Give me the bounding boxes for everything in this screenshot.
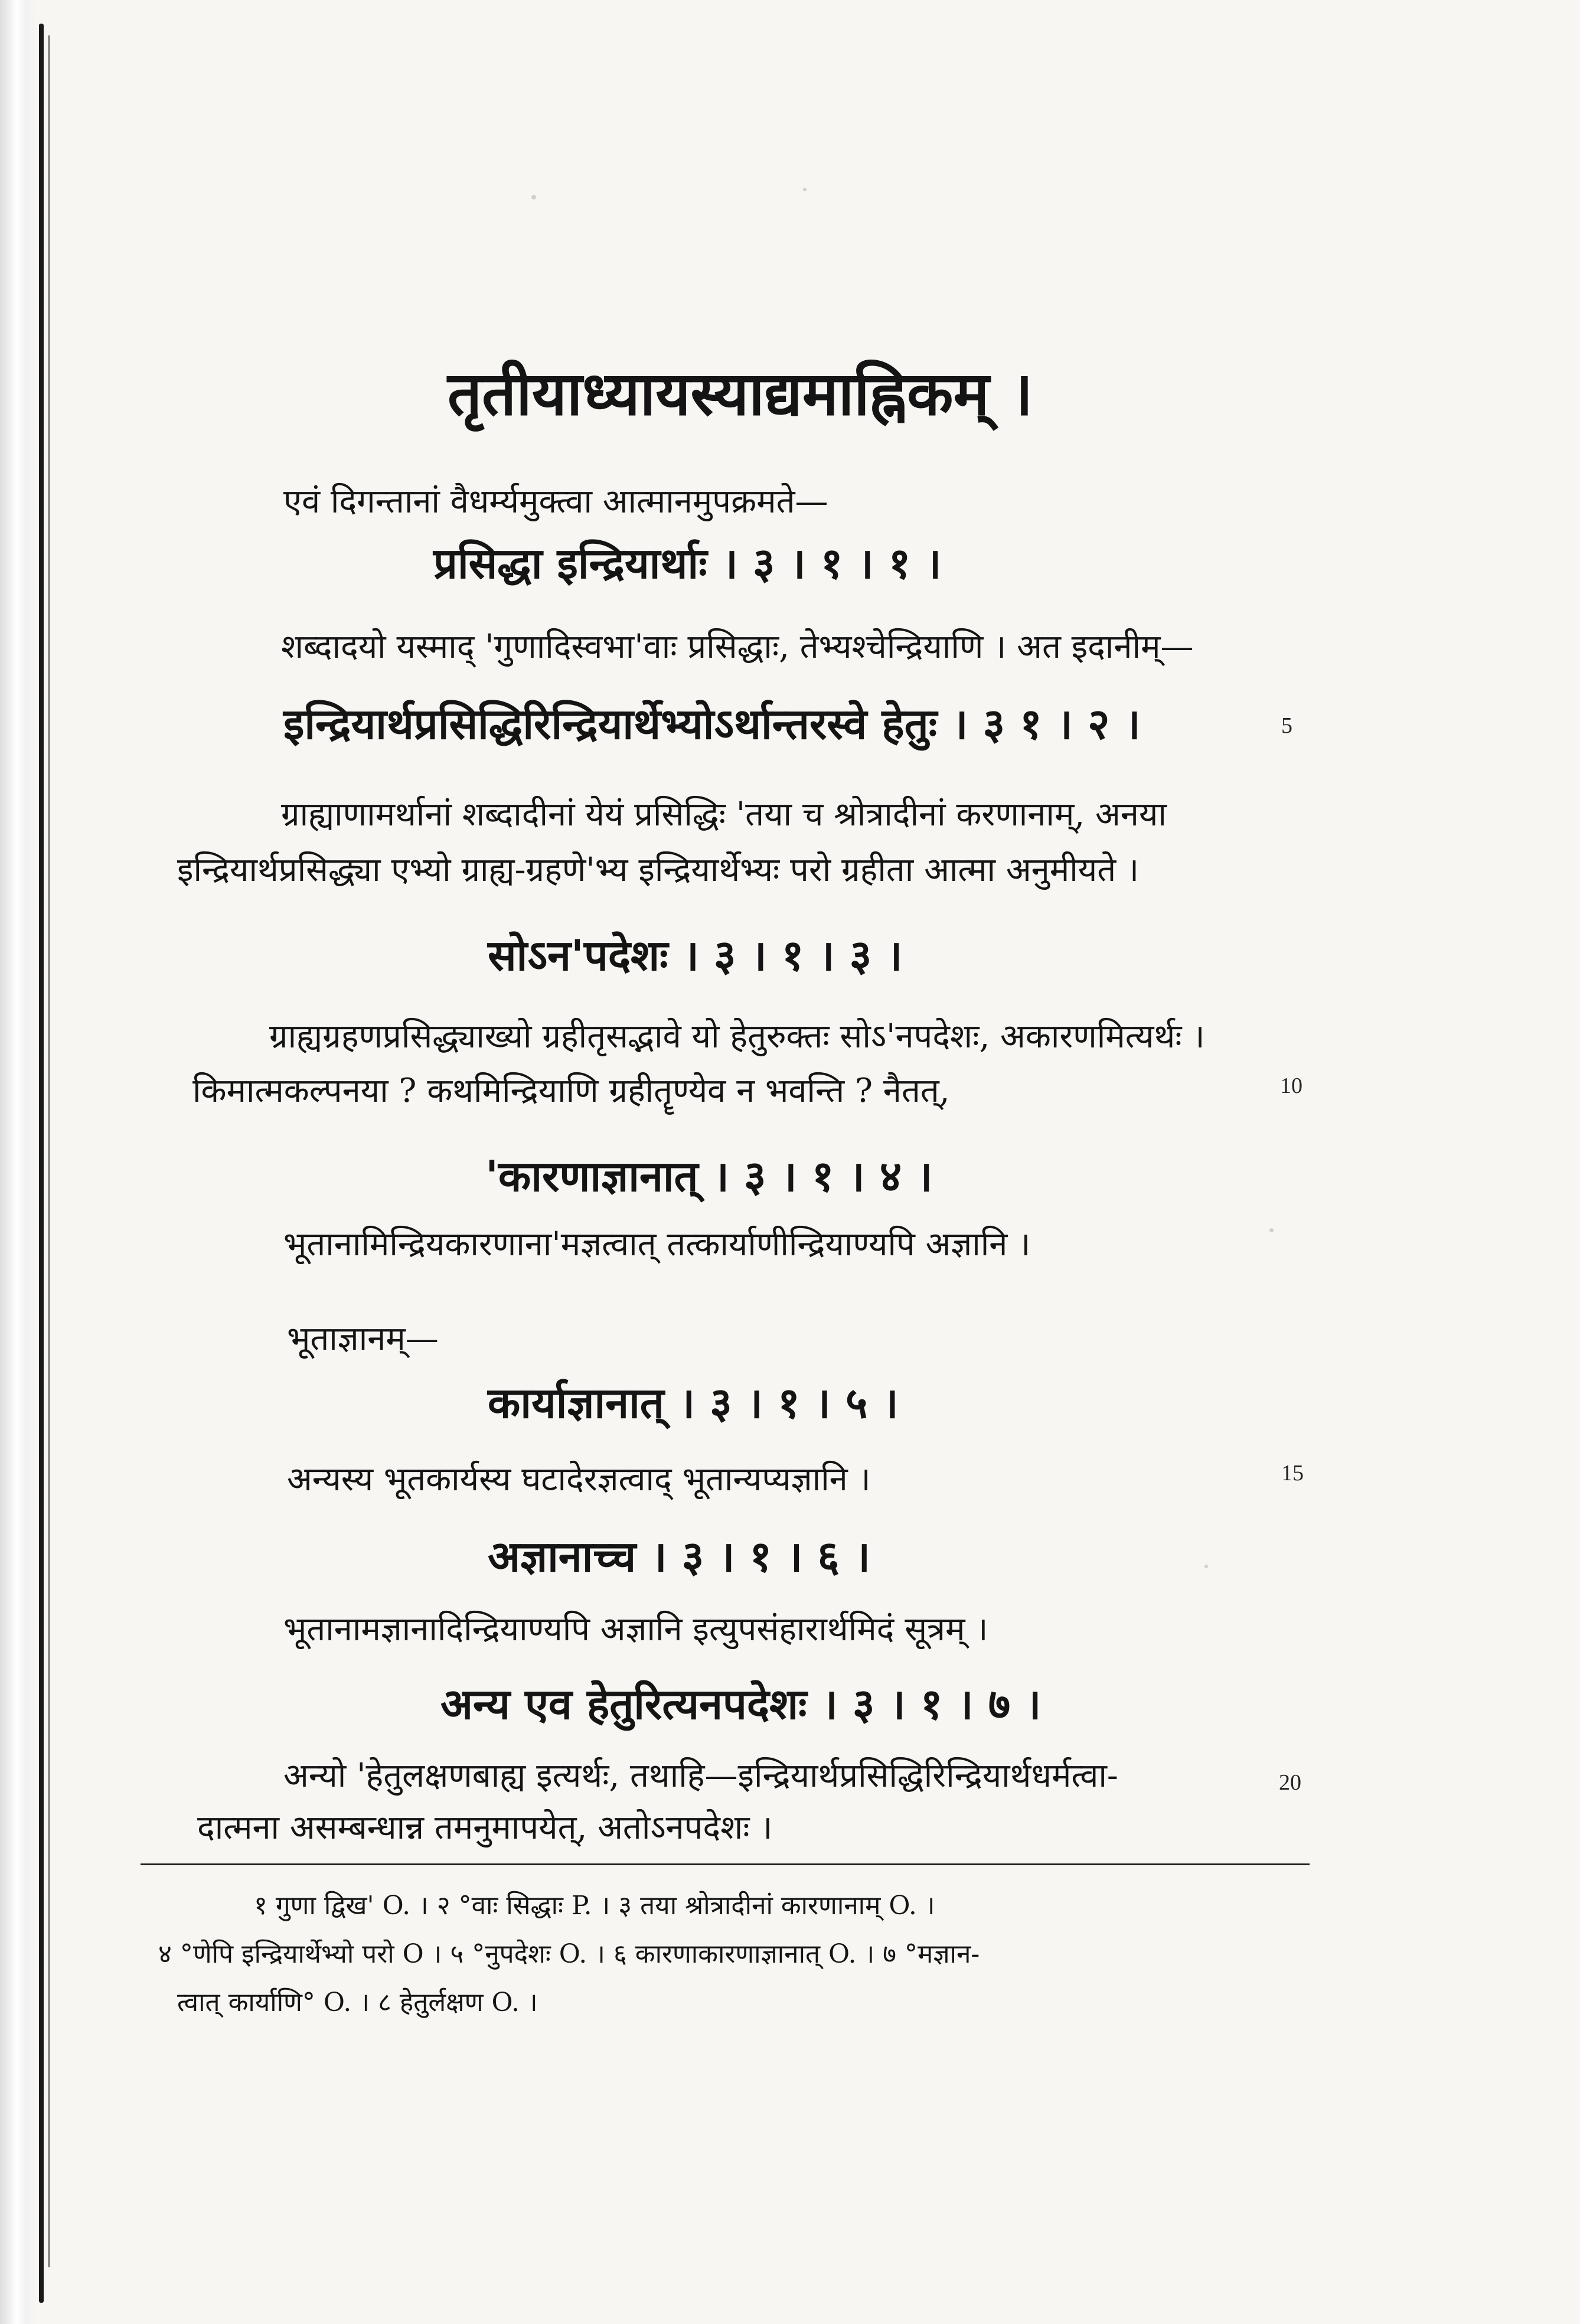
scan-speck	[1269, 1228, 1274, 1232]
commentary-7-line-2: दात्मना असम्बन्धान्न तमनुमापयेत्, अतोऽनपदेशः ।	[197, 1809, 773, 1847]
binding-edge-thin-line	[48, 35, 50, 2267]
sutra-6: अज्ञानाच्च । ३ । १ । ६ ।	[488, 1531, 871, 1581]
footnote-line-2: ४ °णेपि इन्द्रियार्थेभ्यो परो O । ५ °नुपदेशः O. । ६ कारणाकारणाज्ञानात् O. । ७ °मज्ञान-	[158, 1939, 980, 1969]
commentary-4: भूतानामिन्द्रियकारणाना'मज्ञत्वात् तत्कार्याणीन्द्रियाण्यपि अज्ञानि ।	[283, 1225, 1031, 1264]
scan-speck	[1204, 1565, 1208, 1568]
commentary-3-line-1: ग्राह्यग्रहणप्रसिद्ध्याख्यो ग्रहीतृसद्भावे यो हेतुरुक्तः सोऽ'नपदेशः, अकारणमित्यर्थः ।	[269, 1017, 1205, 1056]
commentary-1: शब्दादयो यस्माद् 'गुणादिस्वभा'वाः प्रसिद्धाः, तेभ्यश्चेन्द्रियाणि । अत इदानीम्—	[281, 628, 1194, 666]
commentary-6: भूतानामज्ञानादिन्द्रियाण्यपि अज्ञानि इत्युपसंहारार्थमिदं सूत्रम् ।	[283, 1610, 988, 1649]
line-number-20: 20	[1279, 1770, 1301, 1795]
sutra-7: अन्य एव हेतुरित्यनपदेशः । ३ । १ । ७ ।	[440, 1679, 1042, 1729]
footnote-line-1: १ गुणा द्विख' O. । २ °वाः सिद्धाः P. । ३ तया श्रोत्रादीनां कारणानाम् O. ।	[254, 1891, 935, 1921]
commentary-4-sub: भूताज्ञानम्—	[287, 1320, 439, 1358]
commentary-3-line-2: किमात्मकल्पनया ? कथमिन्द्रियाणि ग्रहीतॄण्येव न भवन्ति ? नैतत्,	[192, 1072, 950, 1110]
commentary-7-line-1: अन्यो 'हेतुलक्षणबाह्य इत्यर्थः, तथाहि—इन्द्रियार्थप्रसिद्धिरिन्द्रियार्थधर्मत्वा-	[283, 1757, 1118, 1795]
footnote-separator-rule	[141, 1863, 1310, 1865]
line-number-5: 5	[1281, 713, 1292, 738]
sutra-5: कार्याज्ञानात् । ३ । १ । ५ ।	[488, 1378, 899, 1428]
sutra-4: 'कारणाज्ञानात् । ३ । १ । ४ ।	[485, 1151, 933, 1201]
page-left-edge-shadow	[0, 0, 37, 2324]
commentary-2-line-1: ग्राह्याणामर्थानां शब्दादीनां येयं प्रसिद्धिः 'तया च श्रोत्रादीनां करणानाम्, अनया	[281, 795, 1167, 834]
scan-speck	[531, 195, 536, 200]
line-number-15: 15	[1281, 1461, 1304, 1486]
sutra-3: सोऽन'पदेशः । ३ । १ । ३ ।	[488, 930, 903, 980]
line-number-10: 10	[1280, 1073, 1302, 1098]
footnote-line-3: त्वात् कार्याणि° O. । ८ हेतुर्लक्षण O. ।	[177, 1987, 538, 2018]
scan-speck	[803, 188, 807, 191]
binding-edge-line	[39, 24, 44, 2303]
commentary-2-line-2: इन्द्रियार्थप्रसिद्ध्या एभ्यो ग्राह्य-ग्रहणे'भ्य इन्द्रियार्थेभ्यः परो ग्रहीता आत्मा अनुमीयते ।	[177, 851, 1140, 889]
intro-line: एवं दिगन्तानां वैधर्म्यमुक्त्वा आत्मानमुपक्रमते—	[283, 482, 828, 521]
commentary-5: अन्यस्य भूतकार्यस्य घटादेरज्ञत्वाद् भूतान्यप्यज्ञानि ।	[287, 1460, 871, 1499]
page-heading: तृतीयाध्यायस्याद्यमाह्निकम् ।	[448, 358, 1033, 429]
sutra-2: इन्द्रियार्थप्रसिद्धिरिन्द्रियार्थेभ्योऽर्थान्तरस्वे हेतुः । ३ १ । २ ।	[283, 698, 1141, 749]
sutra-1: प्रसिद्धा इन्द्रियार्थाः । ३ । १ । १ ।	[433, 538, 942, 588]
